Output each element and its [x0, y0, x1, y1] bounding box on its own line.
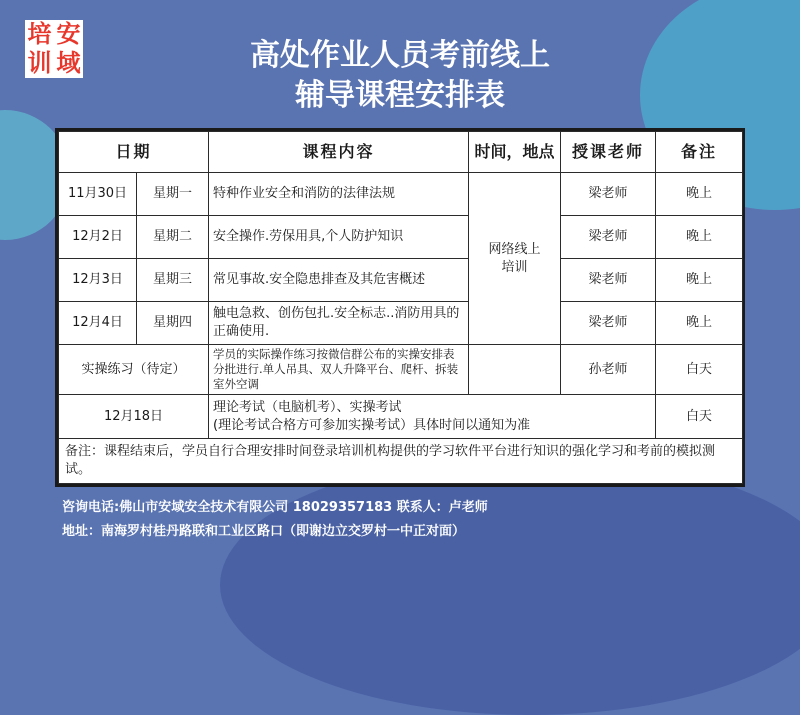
header-remark: 备注 — [656, 132, 743, 173]
cell-time-place — [469, 173, 561, 345]
cell-exam-date: 12月18日 — [59, 395, 209, 439]
cell-content: 特种作业安全和消防的法律法规 — [209, 173, 469, 216]
title-line-2: 辅导课程安排表 — [295, 78, 505, 113]
cell-practice-content: 学员的实际操作练习按微信群公布的实操安排表分批进行.单人吊具、双人升降平台、爬杆、拆装室外空调 — [209, 345, 469, 395]
time-place-text: 网络线上培训 — [488, 241, 541, 275]
cell-remark: 晚上 — [656, 302, 743, 345]
table-row-note — [59, 439, 743, 484]
cell-note: 备注：课程结束后，学员自行合理安排时间登录培训机构提供的学习软件平台进行知识的强化学习和考前的模拟测试。 — [59, 439, 743, 484]
cell-teacher: 孙老师 — [561, 345, 656, 395]
exam-line-1: 理论考试（电脑机考）、实操考试 — [213, 399, 402, 415]
cell-date: 12月4日 — [59, 302, 137, 345]
cell-content: 触电急救、创伤包扎.安全标志..消防用具的正确使用. — [209, 302, 469, 345]
cell-teacher: 梁老师 — [561, 302, 656, 345]
cell-date: 12月2日 — [59, 216, 137, 259]
logo-char: 安 — [56, 20, 81, 48]
table-row — [59, 302, 743, 345]
cell-weekday: 星期一 — [137, 173, 209, 216]
header-time-place: 时间，地点 — [469, 132, 561, 173]
logo-char: 域 — [56, 49, 81, 77]
table-row — [59, 216, 743, 259]
cell-teacher: 梁老师 — [561, 173, 656, 216]
cell-weekday: 星期四 — [137, 302, 209, 345]
cell-weekday: 星期二 — [137, 216, 209, 259]
header-date: 日期 — [59, 132, 209, 173]
table-row-exam — [59, 395, 743, 439]
logo — [25, 20, 83, 78]
exam-line-2: (理论考试合格方可参加实操考试）具体时间以通知为准 — [213, 417, 531, 433]
cell-remark: 晚上 — [656, 173, 743, 216]
cell-weekday: 星期三 — [137, 259, 209, 302]
cell-empty — [469, 345, 561, 395]
logo-char: 培 — [27, 20, 52, 48]
logo-char: 训 — [27, 49, 52, 77]
cell-remark: 白天 — [656, 395, 743, 439]
cell-remark: 白天 — [656, 345, 743, 395]
schedule-table — [55, 128, 745, 487]
cell-content: 常见事故.安全隐患排查及其危害概述 — [209, 259, 469, 302]
cell-teacher: 梁老师 — [561, 216, 656, 259]
title-line-1: 高处作业人员考前线上 — [250, 38, 550, 73]
cell-exam-content — [209, 395, 656, 439]
decor-circle-bottom — [220, 455, 800, 715]
footer-address: 地址：南海罗村桂丹路联和工业区路口（即谢边立交罗村一中正对面） — [62, 524, 466, 539]
cell-content: 安全操作.劳保用具,个人防护知识 — [209, 216, 469, 259]
header-teacher: 授课老师 — [561, 132, 656, 173]
cell-date: 12月3日 — [59, 259, 137, 302]
table-header-row — [59, 132, 743, 173]
cell-remark: 晚上 — [656, 216, 743, 259]
header-content: 课程内容 — [209, 132, 469, 173]
table-row-practice — [59, 345, 743, 395]
page-title — [150, 36, 650, 116]
footer-consult: 咨询电话:佛山市安域安全技术有限公司 18029357183 联系人：卢老师 — [62, 500, 488, 515]
cell-practice-label: 实操练习（待定） — [59, 345, 209, 395]
cell-teacher: 梁老师 — [561, 259, 656, 302]
cell-date: 11月30日 — [59, 173, 137, 216]
table-row — [59, 173, 743, 216]
cell-remark: 晚上 — [656, 259, 743, 302]
table-row — [59, 259, 743, 302]
